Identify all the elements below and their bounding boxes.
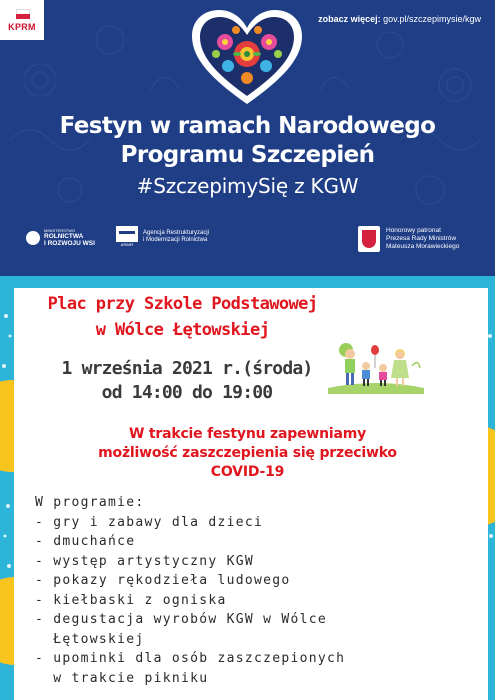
program-item: - kiełbaski z ogniska — [35, 592, 227, 608]
covid-notice-line1: W trakcie festynu zapewniamy — [128, 426, 367, 442]
event-date: 1 września 2021 r.(środa) — [61, 358, 313, 379]
program-item: w trakcie pikniku — [35, 670, 209, 686]
see-more-link[interactable] — [318, 14, 481, 24]
folk-heart-icon — [190, 8, 304, 108]
event-time: od 14:00 do 19:00 — [101, 382, 273, 403]
family-drawing-image — [328, 338, 424, 394]
program-item: - pokazy rękodzieła ludowego — [35, 573, 291, 588]
program-item: - upominki dla osób zaszczepionych — [35, 651, 346, 666]
program-item: Łętowskiej — [35, 631, 145, 647]
ministry-line1: ROLNICTWA — [44, 233, 84, 240]
event-place-line1: Plac przy Szkole Podstawowej — [47, 294, 318, 314]
see-more-label: zobacz więcej: — [318, 14, 381, 24]
patron-line1: Honorowy patronat — [386, 227, 441, 234]
polish-flag-icon — [16, 9, 30, 19]
polish-eagle-crest-icon — [358, 226, 380, 252]
arimr-logo — [116, 226, 209, 247]
event-place-line2: w Wólce Łętowskiej — [95, 320, 270, 340]
see-more-url: gov.pl/szczepimysie/kgw — [383, 14, 481, 24]
banner-hashtag: #SzczepimySię z KGW — [136, 174, 359, 198]
arimr-line1: Agencja Restrukturyzacji — [143, 229, 210, 236]
ministry-agriculture-logo — [26, 228, 95, 247]
program-heading: W programie: — [35, 495, 145, 510]
covid-notice-line2: możliwość zaszczepienia się przeciwko — [98, 445, 397, 461]
arimr-emblem-icon — [116, 226, 138, 242]
arimr-short: ARiMR — [120, 242, 134, 247]
kprm-logo-text: KPRM — [8, 22, 36, 32]
program-item: - gry i zabawy dla dzieci — [35, 514, 264, 530]
program-list — [35, 493, 345, 688]
honorary-patronage-logo — [358, 226, 459, 252]
banner-title-line2: Programu Szczepień — [120, 142, 375, 168]
program-item: - występ artystyczny KGW — [35, 553, 255, 569]
patron-line3: Mateusza Morawieckiego — [386, 243, 460, 250]
arimr-line2: i Modernizacji Rolnictwa — [143, 236, 208, 243]
ministry-small-label: MINISTERSTWO — [44, 228, 76, 233]
program-item: - degustacja wyrobów KGW w Wólce — [35, 612, 328, 627]
kprm-logo — [0, 0, 44, 40]
covid-notice-line3: COVID-19 — [210, 464, 285, 480]
ministry-line2: I ROZWOJU WSI — [44, 240, 95, 247]
vaccination-banner — [0, 0, 495, 276]
patron-line2: Prezesa Rady Ministrów — [386, 235, 457, 242]
banner-title-line1: Festyn w ramach Narodowego — [59, 113, 436, 139]
ministry-emblem-icon — [26, 231, 40, 245]
program-item: - dmuchańce — [35, 534, 136, 549]
